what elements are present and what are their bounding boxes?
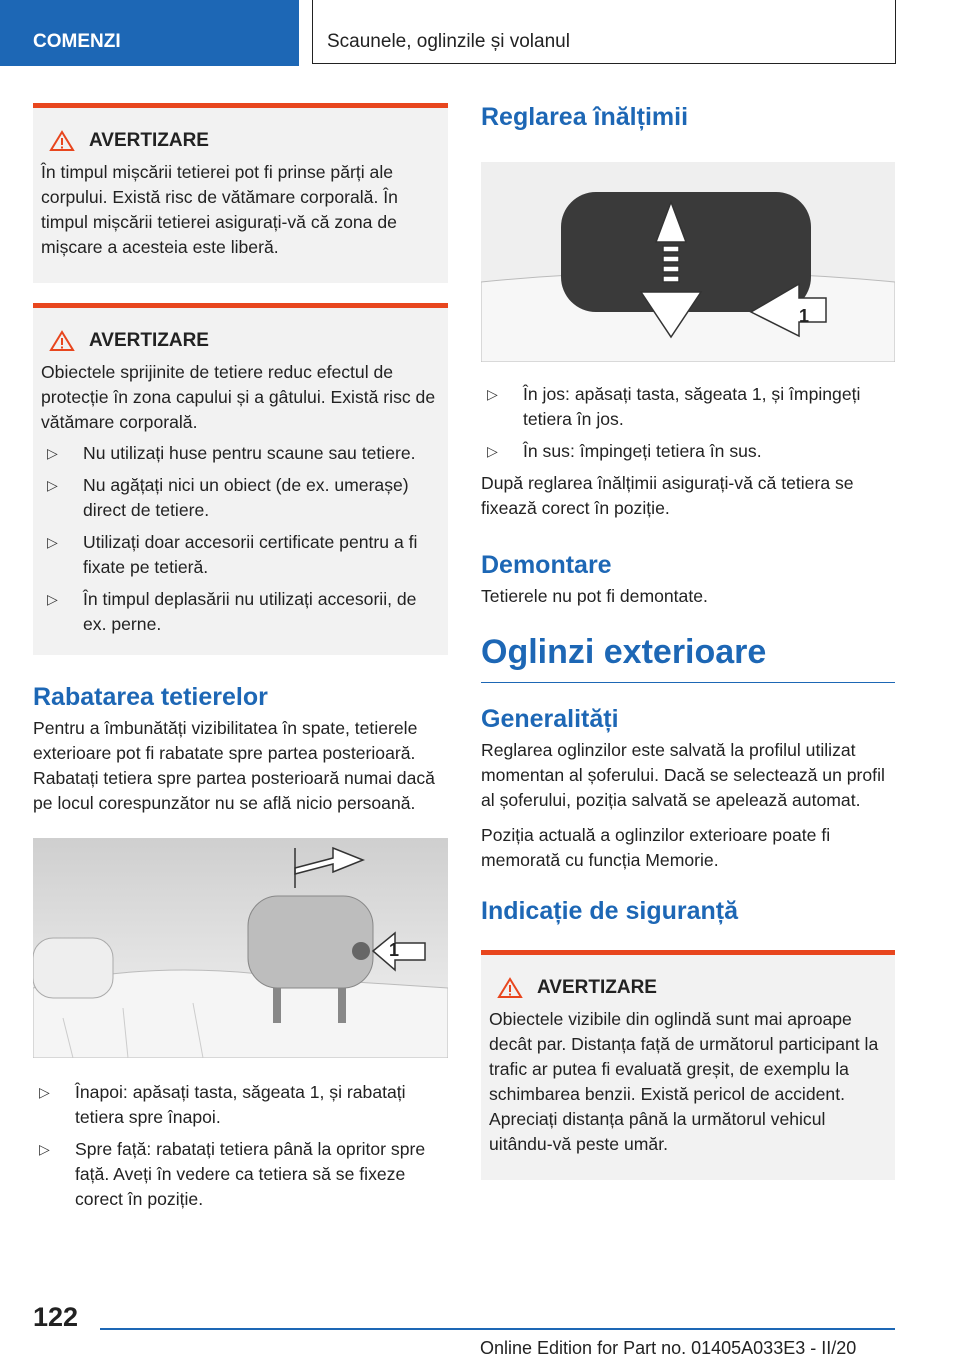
reglare-text: După reglarea înălțimii asigurați-vă că tetiera se fixează corect în poziție. (481, 473, 854, 518)
list-item: ▷ În jos: apăsați tasta, săgeata 1, și împingeți tetiera în jos. (487, 384, 861, 429)
warning-title: AVERTIZARE (41, 330, 440, 352)
triangle-bullet-icon: ▷ (47, 591, 58, 607)
warning-title: AVERTIZARE (489, 977, 887, 999)
list-item: ▷ Înapoi: apăsați tasta, săgeata 1, și rabatați tetiera spre înapoi. (39, 1082, 406, 1127)
demontare-text: Tetierele nu pot fi demontate. (481, 586, 708, 606)
section-heading-generalitati: Generalități (481, 705, 619, 733)
generalitati-text-1: Reglarea oglinzilor este salvată la profilul utilizat momentan al șoferului. Dacă se selectează un profil al șoferului, poziția salvată se apelează automat. (481, 740, 885, 810)
footer-edition: Online Edition for Part no. 01405A033E3 - II/20 (480, 1338, 857, 1358)
warning-box-3 (481, 950, 895, 1180)
triangle-bullet-icon: ▷ (39, 1141, 50, 1157)
list-item: ▷ Nu agățați nici un obiect (de ex. umerașe) direct de tetiere. (47, 475, 409, 520)
figure-callout-label: 1 (799, 306, 810, 326)
section-heading-reglare: Reglarea înălțimii (481, 103, 689, 131)
rabatare-text: Pentru a îmbunătăți vizibilitatea în spate, tetierele exterioare pot fi rabatate spre partea posterioară. Rabatați tetiera spre partea posterioară numai dacă pe locul corespunzător nu se află nicio persoană. (33, 718, 435, 813)
warning-triangle-icon (49, 330, 75, 352)
headrest-height-illustration (481, 162, 895, 362)
list-item: ▷ Nu utilizați huse pentru scaune sau tetiere. (41, 441, 440, 466)
left-column (33, 103, 448, 1219)
reglare-list (481, 382, 895, 464)
triangle-bullet-icon: ▷ (487, 386, 498, 402)
triangle-bullet-icon: ▷ (47, 445, 58, 461)
warning-triangle-icon (49, 130, 75, 152)
page-number: 122 (33, 1302, 79, 1332)
triangle-bullet-icon: ▷ (47, 477, 58, 493)
list-item: ▷ În sus: împingeți tetiera în sus. (481, 439, 895, 464)
warning-box-1 (33, 103, 448, 283)
warning-text: Obiectele sprijinite de tetiere reduc efectul de protecție în zona capului și a gâtului. Există risc de vătămare corporală. (41, 362, 436, 432)
figure-headrest-fold (33, 838, 448, 1058)
headrest-fold-illustration (33, 838, 448, 1058)
warning-list (41, 441, 440, 637)
warning-text: Obiectele vizibile din oglindă sunt mai aproape decât par. Distanța față de următorul participant la trafic ar putea fi evaluată greșit, de exemplu la schimbarea benzii. Există pericol de accident. Apreciați distanța până la următorul vehicul uitându-vă peste umăr. (489, 1009, 879, 1154)
page-header (0, 0, 960, 66)
section-heading-demontare: Demontare (481, 551, 612, 579)
list-item: ▷ Spre față: rabatați tetiera până la opritor spre față. Aveți în vedere ca tetiera să se fixeze corect în poziție. (39, 1139, 426, 1209)
warning-box-2 (33, 303, 448, 655)
triangle-bullet-icon: ▷ (39, 1084, 50, 1100)
warning-text: În timpul mișcării tetierei pot fi prinse părți ale corpului. Există risc de vătămare corporală. În timpul mișcării tetierei asigurați-vă că zona de mișcare a acesteia este liberă. (41, 162, 398, 257)
section-heading-rabatare: Rabatarea tetierelor (33, 683, 268, 711)
generalitati-text-2: Poziția actuală a oglinzilor exterioare poate fi memorată cu funcția Memorie. (481, 825, 831, 870)
section-tab[interactable]: COMENZI (0, 0, 299, 66)
triangle-bullet-icon: ▷ (487, 443, 498, 459)
footer-divider (100, 1328, 895, 1330)
rabatare-list (33, 1080, 448, 1212)
chapter-heading-oglinzi: Oglinzi exterioare (481, 633, 895, 683)
right-column (481, 103, 895, 1200)
warning-triangle-icon (497, 977, 523, 999)
figure-callout-label: 1 (389, 940, 400, 960)
chapter-title: Scaunele, oglinzile și volanul (312, 0, 896, 64)
list-item: ▷ Utilizați doar accesorii certificate pentru a fi fixate pe tetieră. (47, 532, 418, 577)
warning-title: AVERTIZARE (41, 130, 440, 152)
section-heading-siguranta: Indicație de siguranță (481, 897, 739, 925)
list-item: ▷ În timpul deplasării nu utilizați accesorii, de ex. perne. (47, 589, 417, 634)
triangle-bullet-icon: ▷ (47, 534, 58, 550)
figure-headrest-height (481, 162, 895, 362)
